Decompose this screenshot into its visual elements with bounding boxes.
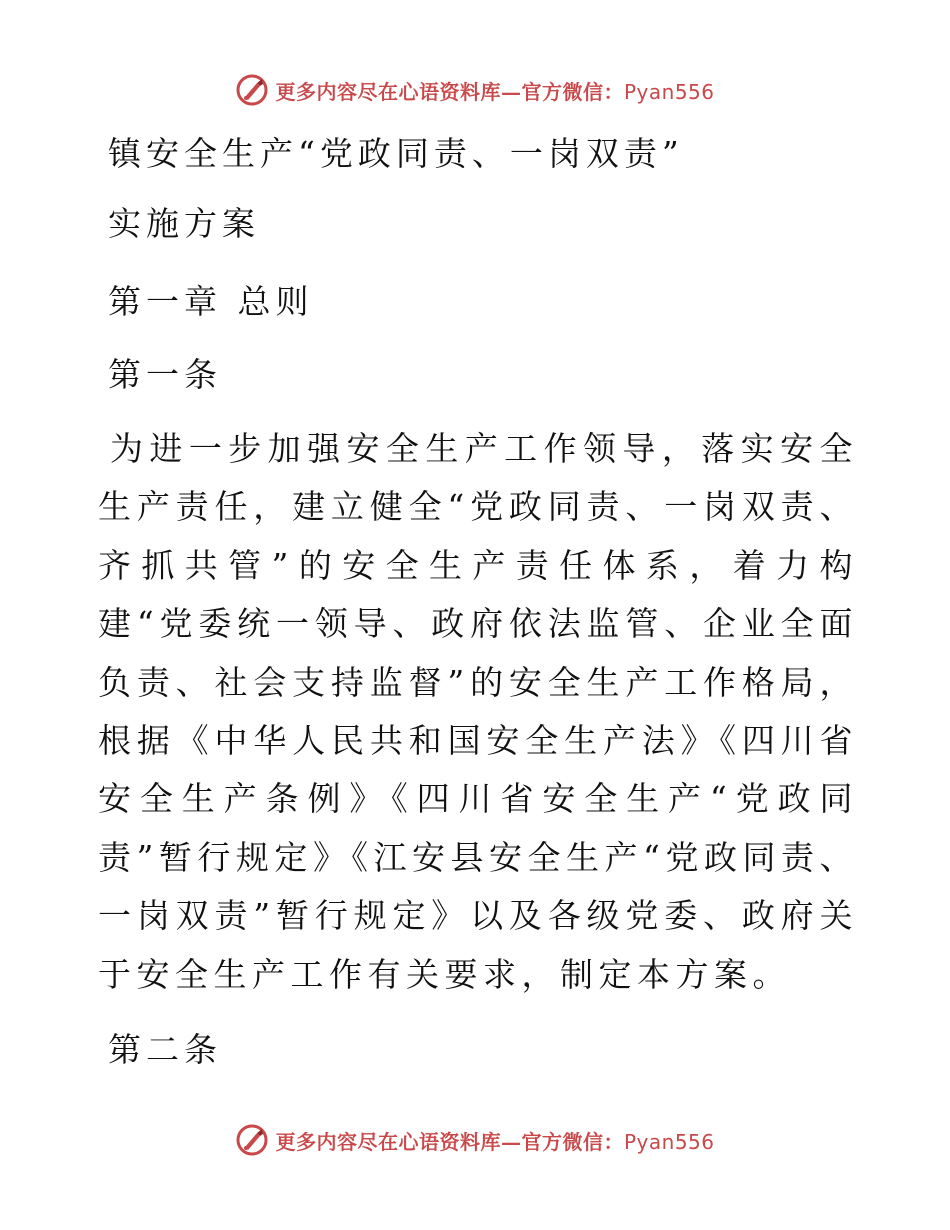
chapter-heading: 第一章 总则 [108,282,314,321]
watermark-text: 更多内容尽在心语资料库—官方微信：Pyan556 [275,1129,715,1154]
document-title-line-2: 实施方案 [108,204,260,243]
article-2-heading: 第二条 [108,1030,222,1069]
quill-seal-icon [235,73,269,107]
document-title-line-1: 镇安全生产“党政同责、一岗双责” [108,134,684,173]
quill-seal-icon [235,1123,269,1157]
watermark-header [0,70,950,110]
watermark-wechat-id: Pyan556 [623,79,715,104]
article-1-heading: 第一条 [108,355,222,394]
watermark-text: 更多内容尽在心语资料库—官方微信：Pyan556 [275,79,715,104]
article-1-body: 为进一步加强安全生产工作领导，落实安全生产责任，建立健全“党政同责、一岗双责、齐抓共管”的安全生产责任体系，着力构建“党委统一领导、政府依法监管、企业全面负责、社会支持监督”的安全生产工作格局，根据《中华人民共和国安全生产法》《四川省安全生产条例》《四川省安全生产“党政同责”暂行规定》《江安县安全生产“党政同责、一岗双责”暂行规定》以及各级党委、政府关于安全生产工作有关要求，制定本方案。 [98,429,858,994]
watermark-footer [0,1120,950,1160]
watermark-wechat-id: Pyan556 [623,1129,715,1154]
